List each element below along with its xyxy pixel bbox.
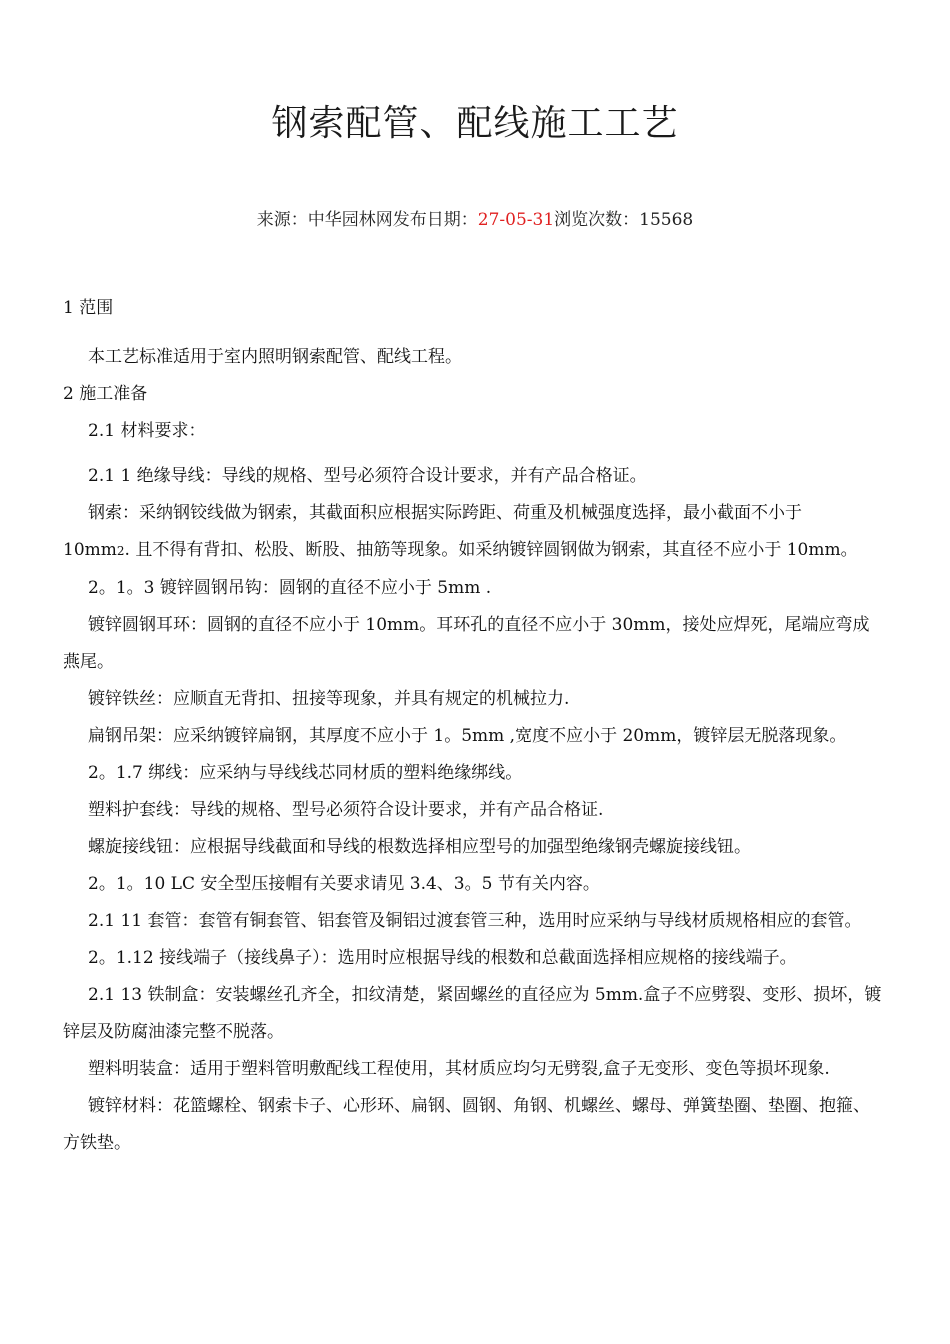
unit-text: 10mm [63, 540, 117, 560]
paragraph: 2.1 11 套管：套管有铜套管、铝套管及铜铝过渡套管三种，选用时应采纳与导线材质规格相应的套管。 [88, 911, 862, 931]
source-label: 来源：中华园林网发布日期： [256, 210, 478, 230]
paragraph: 镀锌圆钢耳环：圆钢的直径不应小于 10mm。耳环孔的直径不应小于 30mm，接处应焊死，尾端应弯成燕尾。 [63, 615, 870, 672]
paragraph: 2.1 1 绝缘导线：导线的规格、型号必须符合设计要求，并有产品合格证。 [88, 466, 647, 486]
document-title: 钢索配管、配线施工工艺 [271, 103, 679, 144]
paragraph-tail: . 且不得有背扣、松股、断股、抽筋等现象。如采纳镀锌圆钢做为钢索，其直径不应小于 10mm。 [124, 540, 858, 560]
paragraph: 塑料护套线：导线的规格、型号必须符合设计要求，并有产品合格证. [88, 800, 604, 820]
paragraph: 镀锌材料：花篮螺栓、钢索卡子、心形环、扁钢、圆钢、角钢、机螺丝、螺母、弹簧垫圈、垫圈、抱箍、方铁垫。 [63, 1096, 870, 1153]
unit-exponent: 2 [116, 544, 125, 558]
section-heading: 2 施工准备 [63, 384, 148, 404]
paragraph: 塑料明装盒：适用于塑料管明敷配线工程使用，其材质应均匀无劈裂,盒子无变形、变色等损坏现象. [88, 1059, 830, 1079]
paragraph-continuation [63, 532, 885, 570]
subsection-heading: 2.1 材料要求： [88, 421, 206, 441]
paragraph: 本工艺标准适用于室内照明钢索配管、配线工程。 [88, 347, 462, 367]
paragraph: 2。1。10 LC 安全型压接帽有关要求请见 3.4、3。5 节有关内容。 [88, 874, 600, 894]
views-label: 浏览次数：15568 [554, 210, 694, 230]
document-body [63, 290, 885, 1162]
document-meta [0, 206, 950, 234]
paragraph: 2。1.12 接线端子（接线鼻子）：选用时应根据导线的根数和总截面选择相应规格的接线端子。 [88, 948, 797, 968]
paragraph: 2。1。3 镀锌圆钢吊钩：圆钢的直径不应小于 5mm . [88, 578, 492, 598]
paragraph: 2。1.7 绑线：应采纳与导线线芯同材质的塑料绝缘绑线。 [88, 763, 523, 783]
section-heading: 1 范围 [63, 298, 114, 318]
paragraph: 镀锌铁丝：应顺直无背扣、扭接等现象，并具有规定的机械拉力. [88, 689, 570, 709]
paragraph: 螺旋接线钮：应根据导线截面和导线的根数选择相应型号的加强型绝缘钢壳螺旋接线钮。 [88, 837, 751, 857]
paragraph: 钢索：采纳钢铰线做为钢索，其截面积应根据实际跨距、荷重及机械强度选择，最小截面不小于 [88, 503, 802, 523]
paragraph: 2.1 13 铁制盒：安装螺丝孔齐全，扣纹清楚，紧固螺丝的直径应为 5mm.盒子不应劈裂、变形、损坏，镀锌层及防腐油漆完整不脱落。 [63, 985, 882, 1042]
publish-date: 27-05-31 [477, 210, 555, 230]
paragraph: 扁钢吊架：应采纳镀锌扁钢，其厚度不应小于 1。5mm ,宽度不应小于 20mm，镀锌层无脱落现象。 [88, 726, 847, 746]
